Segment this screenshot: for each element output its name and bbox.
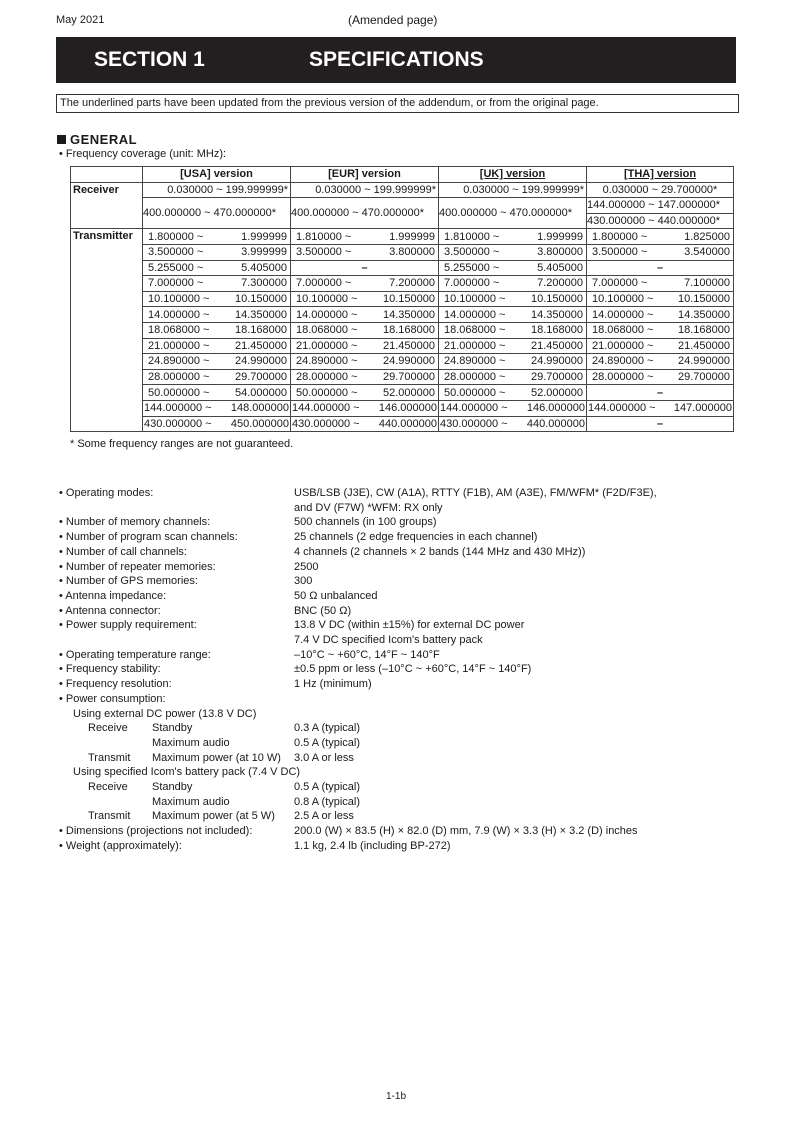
frequency-cell: 10.100000 ~ 10.150000: [587, 291, 734, 307]
power-row: [59, 751, 759, 766]
power-mode: [59, 736, 152, 751]
spec-row: [59, 545, 759, 560]
power-mode: Receive: [88, 781, 128, 794]
footnote: * Some frequency ranges are not guaranteed.: [70, 438, 294, 450]
frequency-cell: 144.000000 ~ 147.000000: [588, 402, 732, 415]
frequency-cell: 24.890000 ~ 24.990000: [439, 354, 587, 370]
frequency-cell: 10.100000 ~ 10.150000: [291, 291, 439, 307]
column-header-uk: [UK] version: [439, 167, 587, 183]
table-row: [71, 244, 734, 260]
power-row: [59, 736, 759, 751]
power-condition: Maximum audio: [152, 795, 230, 808]
frequency-cell: 1.800000 ~ 1.999999: [143, 229, 291, 245]
power-row: [59, 809, 759, 824]
spec-label: [59, 633, 294, 648]
frequency-cell: 14.000000 ~ 14.350000: [143, 307, 291, 323]
spec-value: and DV (F7W) *WFM: RX only: [294, 501, 443, 514]
spec-label: • Operating modes:: [59, 487, 154, 499]
spec-value: 1.1 kg, 2.4 lb (including BP-272): [294, 839, 451, 852]
power-condition: Maximum power (at 5 W): [152, 810, 275, 823]
spec-row: [59, 589, 759, 604]
frequency-cell: 24.890000 ~ 24.990000: [291, 354, 439, 370]
spec-label: • Number of call channels:: [59, 545, 187, 558]
frequency-cell: 24.890000 ~ 24.990000: [587, 354, 734, 370]
spec-label: • Frequency stability:: [59, 663, 161, 676]
general-heading-text: GENERAL: [70, 132, 138, 147]
frequency-cell: 14.000000 ~ 14.350000: [439, 307, 587, 323]
frequency-cell: 21.000000 ~ 21.450000: [143, 338, 291, 354]
power-condition: Maximum audio: [152, 736, 230, 749]
power-row: [59, 795, 759, 810]
column-header-eur: [EUR] version: [291, 167, 439, 183]
frequency-cell: 50.000000 ~ 52.000000: [439, 385, 587, 401]
frequency-cell: 28.000000 ~ 29.700000: [143, 369, 291, 385]
spec-label: • Weight (approximately):: [59, 839, 182, 852]
frequency-cell: 28.000000 ~ 29.700000: [439, 369, 587, 385]
spec-row: [59, 633, 759, 648]
frequency-cell: 50.000000 ~ 52.000000: [291, 385, 439, 401]
frequency-cell: –: [291, 260, 439, 276]
frequency-cell: 10.100000 ~ 10.150000: [143, 291, 291, 307]
spec-label: • Number of repeater memories:: [59, 560, 216, 573]
frequency-cell: 50.000000 ~ 54.000000: [143, 385, 291, 401]
frequency-cell: 430.000000 ~ 440.000000: [440, 417, 585, 430]
frequency-cell: 10.100000 ~ 10.150000: [439, 291, 587, 307]
spec-value: 2500: [294, 560, 319, 573]
spec-row: [59, 662, 759, 677]
frequency-cell: 24.890000 ~ 24.990000: [143, 354, 291, 370]
spec-row: [59, 839, 759, 854]
spec-row: [59, 677, 759, 692]
spec-value: 13.8 V DC (within ±15%) for external DC power: [294, 619, 525, 632]
power-external-label: Using external DC power (13.8 V DC): [73, 707, 257, 720]
spec-label: • Number of GPS memories:: [59, 575, 198, 588]
power-value: 0.5 A (typical): [294, 736, 361, 749]
spec-value: 7.4 V DC specified Icom's battery pack: [294, 634, 483, 647]
table-header-row: [71, 167, 734, 183]
frequency-cell: 144.000000 ~ 146.000000: [440, 402, 585, 415]
spec-label: • Dimensions (projections not included):: [59, 825, 253, 838]
frequency-cell: 1.800000 ~ 1.825000: [587, 229, 734, 245]
frequency-table: [70, 166, 734, 432]
spec-value: 200.0 (W) × 83.5 (H) × 82.0 (D) mm, 7.9 (W) × 3.3 (H) × 3.2 (D) inches: [294, 825, 638, 838]
spec-label: • Power consumption:: [59, 692, 166, 705]
power-value: 3.0 A or less: [294, 751, 354, 764]
spec-row: [59, 574, 759, 589]
spec-value: ±0.5 ppm or less (–10°C ~ +60°C, 14°F ~ 140°F): [294, 663, 532, 676]
power-value: 2.5 A or less: [294, 810, 354, 823]
spec-value: 50 Ω unbalanced: [294, 589, 378, 602]
spec-label: • Number of memory channels:: [59, 516, 211, 529]
power-value: 0.5 A (typical): [294, 781, 361, 794]
spec-row: [59, 530, 759, 545]
power-condition: Maximum power (at 10 W): [152, 751, 281, 764]
frequency-cell: 18.068000 ~ 18.168000: [587, 322, 734, 338]
spec-label: [59, 501, 294, 516]
spec-value: 500 channels (in 100 groups): [294, 516, 437, 529]
frequency-cell: 21.000000 ~ 21.450000: [291, 338, 439, 354]
spec-label: • Frequency resolution:: [59, 678, 172, 691]
frequency-cell: 18.068000 ~ 18.168000: [291, 322, 439, 338]
power-battery-label: Using specified Icom's battery pack (7.4 V DC): [73, 766, 301, 779]
spec-value: BNC (50 Ω): [294, 604, 352, 617]
spec-row: [59, 604, 759, 619]
spec-row: [59, 560, 759, 575]
amended-label: (Amended page): [348, 13, 438, 27]
frequency-cell: 3.500000 ~ 3.800000: [439, 244, 587, 260]
table-row: [71, 291, 734, 307]
power-mode: Transmit: [88, 810, 131, 823]
frequency-cell: 430.000000 ~ 450.000000: [144, 417, 289, 430]
table-row: [71, 229, 734, 245]
spec-label: • Antenna connector:: [59, 604, 161, 617]
general-heading: [57, 132, 137, 147]
table-row: [71, 385, 734, 401]
page-title: SPECIFICATIONS: [309, 48, 484, 71]
table-row: [71, 400, 734, 416]
frequency-cell: 144.000000 ~ 148.000000: [144, 402, 289, 415]
frequency-cell: 3.500000 ~ 3.800000: [291, 244, 439, 260]
frequency-cell: 5.255000 ~ 5.405000: [143, 260, 291, 276]
table-row: [71, 416, 734, 432]
table-row: 400.000000 ~ 470.000000* 400.000000 ~ 470.000000* 400.000000 ~ 470.000000* 144.000000 ~ 147.000000*: [71, 198, 734, 214]
spec-row: [59, 618, 759, 633]
transmitter-label: Transmitter: [71, 229, 143, 432]
spec-row: [59, 486, 759, 501]
table-row: [71, 369, 734, 385]
header-date: May 2021: [56, 14, 105, 26]
power-mode: Receive: [88, 722, 128, 735]
frequency-cell: 1.810000 ~ 1.999999: [291, 229, 439, 245]
update-notice: The underlined parts have been updated from the previous version of the addendum, or from the original page.: [56, 94, 739, 113]
table-row: Receiver 0.030000 ~ 199.999999* 0.030000 ~ 199.999999* 0.030000 ~ 199.999999* 0.030000 ~ 29.700000*: [71, 182, 734, 198]
spec-label: • Power supply requirement:: [59, 619, 197, 632]
frequency-cell: 18.068000 ~ 18.168000: [143, 322, 291, 338]
frequency-cell: –: [587, 260, 734, 276]
power-row: [59, 780, 759, 795]
table-row: [71, 354, 734, 370]
frequency-cell: 7.000000 ~ 7.300000: [143, 276, 291, 292]
frequency-cell: 7.000000 ~ 7.100000: [587, 276, 734, 292]
power-value: 0.8 A (typical): [294, 795, 361, 808]
frequency-cell: 144.000000 ~ 146.000000: [292, 402, 437, 415]
power-row: [59, 721, 759, 736]
power-mode: Transmit: [88, 751, 131, 764]
frequency-cell: –: [587, 385, 734, 401]
frequency-cell: 1.810000 ~ 1.999999: [439, 229, 587, 245]
spec-list: [59, 486, 759, 854]
frequency-coverage-label: • Frequency coverage (unit: MHz):: [59, 148, 227, 160]
spec-value: 4 channels (2 channels × 2 bands (144 MHz and 430 MHz)): [294, 545, 586, 558]
frequency-cell: 28.000000 ~ 29.700000: [291, 369, 439, 385]
frequency-cell: 3.500000 ~ 3.540000: [587, 244, 734, 260]
receiver-label: Receiver: [71, 182, 143, 229]
page-number: 1-1b: [386, 1091, 407, 1102]
frequency-cell: 430.000000 ~ 440.000000: [292, 417, 437, 430]
table-row: [71, 307, 734, 323]
column-header-usa: [USA] version: [143, 167, 291, 183]
power-value: 0.3 A (typical): [294, 722, 361, 735]
spec-label: • Operating temperature range:: [59, 648, 211, 661]
power-mode: [59, 795, 152, 810]
frequency-cell: 18.068000 ~ 18.168000: [439, 322, 587, 338]
frequency-cell: 28.000000 ~ 29.700000: [587, 369, 734, 385]
table-row: [71, 276, 734, 292]
spec-value: 300: [294, 575, 313, 588]
section-number: SECTION 1: [94, 48, 205, 71]
frequency-cell: 7.000000 ~ 7.200000: [439, 276, 587, 292]
frequency-cell: 14.000000 ~ 14.350000: [291, 307, 439, 323]
table-row: 430.000000 ~ 440.000000*: [71, 213, 734, 229]
frequency-cell: 3.500000 ~ 3.999999: [143, 244, 291, 260]
square-bullet-icon: [57, 135, 66, 144]
spec-value: USB/LSB (J3E), CW (A1A), RTTY (F1B), AM (A3E), FM/WFM* (F2D/F3E),: [294, 487, 657, 499]
power-condition: Standby: [152, 781, 193, 794]
spec-value: –10°C ~ +60°C, 14°F ~ 140°F: [294, 648, 440, 661]
spec-row: [59, 501, 759, 516]
spec-value: 25 channels (2 edge frequencies in each channel): [294, 531, 538, 544]
frequency-cell: –: [587, 416, 734, 432]
spec-value: [294, 692, 759, 707]
spec-row: [59, 692, 759, 707]
spec-label: • Number of program scan channels:: [59, 531, 238, 544]
column-header-tha: [THA] version: [587, 167, 734, 183]
table-row: [71, 338, 734, 354]
section-banner: [56, 37, 736, 83]
table-row: [71, 322, 734, 338]
frequency-cell: 7.000000 ~ 7.200000: [291, 276, 439, 292]
spec-row: [59, 648, 759, 663]
spec-row: [59, 515, 759, 530]
spec-row: [59, 824, 759, 839]
spec-value: 1 Hz (minimum): [294, 678, 372, 691]
frequency-cell: 5.255000 ~ 5.405000: [439, 260, 587, 276]
frequency-cell: 21.000000 ~ 21.450000: [587, 338, 734, 354]
frequency-cell: 14.000000 ~ 14.350000: [587, 307, 734, 323]
power-condition: Standby: [152, 722, 193, 735]
table-row: [71, 260, 734, 276]
spec-label: • Antenna impedance:: [59, 589, 167, 602]
frequency-cell: 21.000000 ~ 21.450000: [439, 338, 587, 354]
